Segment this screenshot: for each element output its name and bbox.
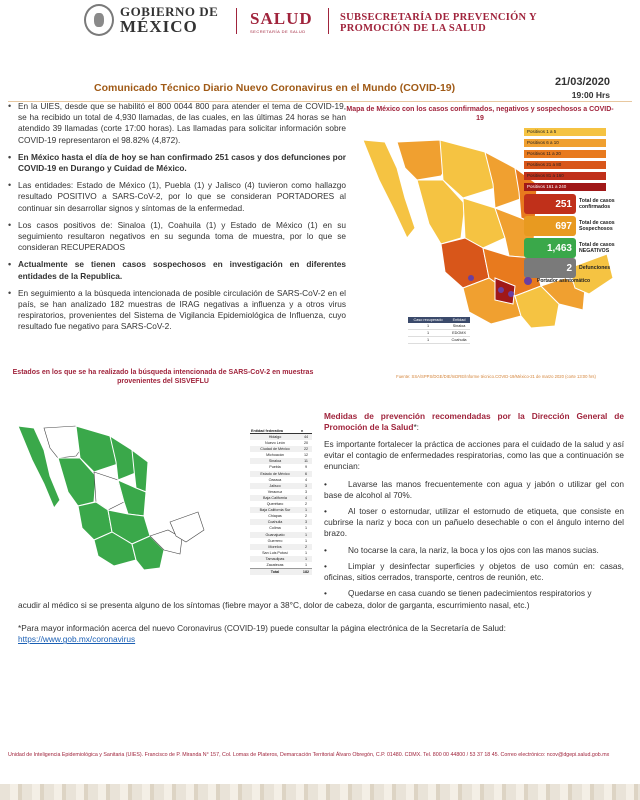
asymptomatic-carrier-marker bbox=[498, 287, 504, 293]
table-row: Baja California 4 bbox=[250, 495, 312, 501]
prevention-intro: Es importante fortalecer la práctica de acciones para el cuidado de la salud y así evitar el contagio de enfermedades respiratorias, como las que a continuación se enuncian: bbox=[324, 439, 624, 472]
bullet-item: • En seguimiento a la búsqueda intencionada de posible circulación de SARS-CoV-2 en el país, se han analizado 182 muestras de IRAG negativas a influenza y a otros virus respiratorios, provenientes del Sistema de Vigilancia Epidemiológica de Influenza, cuyo resultado fue negativo para SARS-CoV-2. bbox=[8, 288, 346, 333]
map-caption: Mapa de México con los casos confirmados, negativos y sospechosos a COVID-19 bbox=[346, 106, 614, 122]
table-header: Caso recuperado bbox=[408, 317, 448, 323]
decorative-band bbox=[0, 784, 640, 800]
deaths-count: 2 bbox=[524, 258, 576, 278]
table-row: Tamaulipas 1 bbox=[250, 556, 312, 562]
negative-label: Total de casos NEGATIVOS bbox=[579, 242, 615, 254]
subsec-line1: SUBSECRETARÍA DE PREVENCIÓN Y bbox=[340, 12, 537, 23]
page-header bbox=[0, 0, 640, 44]
source-note: Fuente: SSA/SPPS/DGE/DIE/InDRE/Informe técnico.COVID-19/México-21 de marzo 2020 (corte 13:00 hrs) bbox=[396, 374, 596, 379]
legend-item: Positivos 21 a 80 bbox=[524, 161, 606, 169]
purple-dot-icon bbox=[524, 277, 532, 285]
sisveflu-table bbox=[250, 428, 312, 575]
bullet-list bbox=[8, 101, 346, 339]
table-row: Puebla 9 bbox=[269, 465, 308, 470]
bullet-item: • En México hasta el día de hoy se han confirmado 251 casos y dos defunciones por COVID-19 en Durango y Cuidad de México. bbox=[8, 152, 346, 174]
table-row: 1 Coahuila bbox=[408, 337, 470, 344]
map-state bbox=[132, 450, 148, 492]
list-item: • No tocarse la cara, la nariz, la boca y los ojos con las manos sucias. bbox=[324, 545, 624, 556]
salud-subtitle: SECRETARÍA DE SALUD bbox=[250, 29, 306, 34]
list-item: • Al toser o estornudar, utilizar el estornudo de etiqueta, que consiste en cubrirse la nariz y boca con un pañuelo desechable o con el ángulo interno del brazo. bbox=[324, 506, 624, 540]
bullet-item: • Los casos positivos de: Sinaloa (1), Coahuila (1) y Estado de México (1) en su seguimiento resultaron negativos en su segunda toma de muestra, por lo que se consideran RECUPERADOS bbox=[8, 220, 346, 254]
suspected-count: 697 bbox=[524, 216, 576, 236]
table-row: Ciudad de México 22 bbox=[250, 446, 312, 452]
table-row: 1 EDOMX bbox=[408, 330, 470, 337]
report-date bbox=[555, 76, 610, 102]
confirmed-label: Total de casos confirmados bbox=[579, 198, 615, 210]
header-divider bbox=[328, 8, 329, 34]
table-row: Oaxaca 4 bbox=[268, 477, 308, 482]
bullet-item: • Actualmente se tienen casos sospechosos en investigación en diferentes entidades de la Republica. bbox=[8, 259, 346, 281]
list-item: • Lavarse las manos frecuentemente con agua y jabón o utilizar gel con base de alcohol al 70%. bbox=[324, 479, 624, 501]
map-legend bbox=[524, 128, 606, 194]
legend-item: Positivos 1 a 5 bbox=[524, 128, 606, 136]
asymptomatic-label: Portador asintomático bbox=[537, 278, 591, 284]
table-header: n bbox=[300, 428, 312, 434]
more-info bbox=[18, 623, 624, 645]
legend-item: Positivos 161 a 240 bbox=[524, 183, 606, 191]
table-row: Veracruz 3 bbox=[267, 489, 308, 494]
table-row: Jalisco 3 bbox=[250, 483, 312, 489]
date-value: 21/03/2020 bbox=[554, 76, 610, 88]
prevention-list bbox=[324, 479, 624, 600]
legend-item: Positivos 6 a 10 bbox=[524, 139, 606, 147]
asymptomatic-carrier-marker bbox=[508, 291, 514, 297]
prevention-title: Medidas de prevención recomendadas por la Dirección General de Promoción de la Salud*: bbox=[324, 411, 624, 432]
table-total-row: Total 182 bbox=[250, 569, 312, 576]
sisveflu-caption: Estados en los que se ha realizado la búsqueda intencionada de SARS-CoV-2 en muestras provenientes del SISVEFLU bbox=[12, 369, 314, 385]
negative-count: 1,463 bbox=[524, 238, 576, 258]
table-row: Colima 1 bbox=[269, 526, 308, 531]
prevention-last-line: acudir al médico si se presenta alguno de los síntomas (fiebre mayor a 38°C, dolor de cabeza, dolor de garganta, escurrimiento nasal, etc.) bbox=[18, 600, 530, 610]
table-row: Coahuila 3 bbox=[250, 519, 312, 525]
eagle-emblem-icon bbox=[84, 4, 114, 36]
table-row: Baja California Sur 1 bbox=[250, 507, 312, 513]
list-item: • Limpiar y desinfectar superficies y objetos de uso común en: casas, oficinas, sitios cerrados, transporte, centros de reunión, etc. bbox=[324, 561, 624, 583]
footer-address: Unidad de Inteligencia Epidemiológica y Sanitaria (UIES). Francisco de P. Miranda N° 157, Col. Lomas de Plateros, Demarcación Territorial Álvaro Obregón, C.P. 01480. CDMX. Tel. 800 00 44800 / 53 37 18 45. Correo electrónico: ncov@dgepi.salud.gob.mx bbox=[8, 752, 610, 758]
asymptomatic-legend bbox=[524, 277, 590, 285]
table-row: Nuevo León 20 bbox=[265, 441, 309, 446]
gob-line1: GOBIERNO DE bbox=[120, 4, 219, 19]
coronavirus-link[interactable]: https://www.gob.mx/coronavirus bbox=[18, 634, 136, 645]
table-row: Guerrero 1 bbox=[267, 538, 308, 543]
table-row: Estado de México 6 bbox=[250, 471, 312, 477]
deaths-label: Defunciones bbox=[579, 265, 611, 271]
stat-confirmed bbox=[524, 194, 619, 214]
bullet-item: • En la UIES, desde que se habilitó el 800 0044 800 para atender el tema de COVID-19, se ha recibido un total de 4,930 llamadas, de las cuales, en las últimas 24 horas se han atendido 39 llamadas (corte 17:00 horas). Las llamadas para solicitar información sobre COVID-19 representaron el 98.82% (4,872). bbox=[8, 101, 346, 146]
table-row: Morelos 2 bbox=[250, 544, 312, 550]
table-header: Entidad federativa bbox=[250, 428, 300, 434]
confirmed-count: 251 bbox=[524, 194, 576, 214]
more-info-text: *Para mayor información acerca del nuevo Coronavirus (COVID-19) puede consultar la página electrónica de la Secretaría de Salud: bbox=[18, 623, 506, 633]
table-row: San Luis Potosí 1 bbox=[262, 550, 308, 555]
sisveflu-map bbox=[10, 420, 270, 610]
stat-deaths bbox=[524, 258, 619, 278]
subsec-line2: PROMOCIÓN DE LA SALUD bbox=[340, 23, 487, 34]
table-row: Hidalgo 44 bbox=[250, 434, 312, 441]
legend-item: Positivos 81 a 160 bbox=[524, 172, 606, 180]
gob-line2: MÉXICO bbox=[120, 17, 198, 36]
table-row: Zacatecas 1 bbox=[266, 562, 308, 567]
table-row: 1 Sinaloa bbox=[408, 323, 470, 330]
subsecretaria-name bbox=[340, 12, 537, 34]
header-divider bbox=[236, 8, 237, 34]
table-row: Chiapas 2 bbox=[268, 514, 308, 519]
table-row: Guanajuato 1 bbox=[250, 532, 312, 538]
legend-item: Positivos 11 a 20 bbox=[524, 150, 606, 158]
gobierno-logo bbox=[84, 4, 218, 36]
table-row: Sinaloa 11 bbox=[250, 458, 312, 464]
table-row: Michoacán 12 bbox=[266, 453, 309, 458]
suspected-label: Total de casos Sospechosos bbox=[579, 220, 615, 232]
stat-suspected bbox=[524, 216, 619, 236]
bullet-item: • Las entidades: Estado de México (1), Puebla (1) y Jalisco (4) tuvieron como hallazgo resultado POSITIVO a SARS-CoV-2, por lo que se consideran PORTADORES al continuar sin desarrollar signos y síntomas de la enfermedad. bbox=[8, 180, 346, 214]
salud-logo: SALUD bbox=[250, 9, 313, 28]
recovered-table bbox=[408, 317, 470, 344]
table-row: Querétaro 2 bbox=[266, 502, 308, 507]
stat-negative bbox=[524, 238, 619, 258]
list-item: • Quedarse en casa cuando se tienen padecimientos respiratorios y bbox=[324, 588, 624, 599]
prevention-section bbox=[324, 411, 624, 604]
table-header: Entidad bbox=[448, 317, 470, 323]
document-title: Comunicado Técnico Diario Nuevo Coronavirus en el Mundo (COVID-19) bbox=[94, 82, 456, 94]
time-value: 19:00 Hrs bbox=[571, 90, 610, 100]
title-bar bbox=[8, 72, 632, 102]
asymptomatic-carrier-marker bbox=[468, 275, 474, 281]
